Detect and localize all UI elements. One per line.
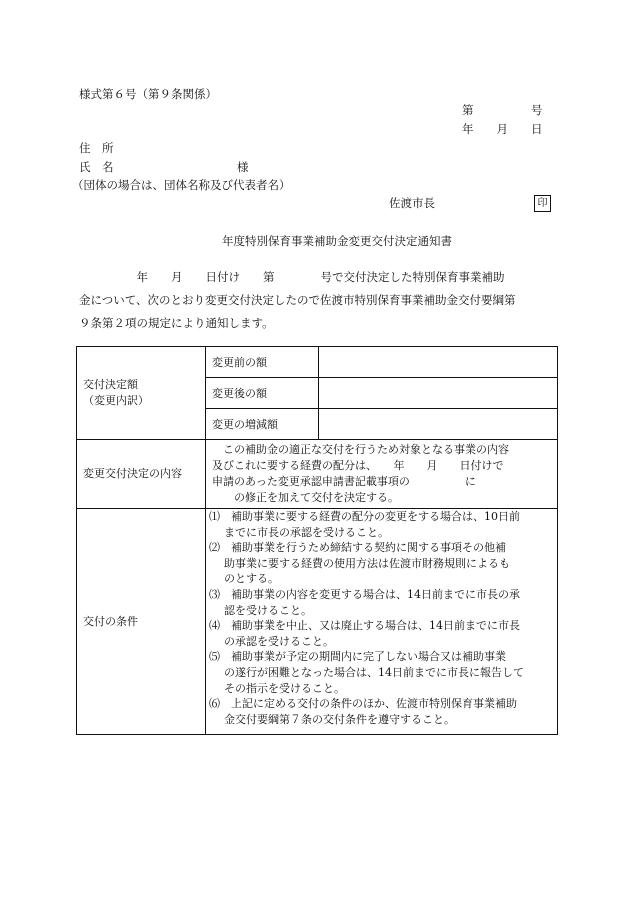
condition-line: 助事業に要する経費の使用方法は佐渡市財務規則によるも [224, 556, 510, 570]
condition-line: ⑷ 補助事業を中止、又は廃止する場合は、14日前までに市長 [209, 619, 520, 633]
issuer-name: 佐渡市長 [389, 196, 435, 210]
after-amount-label: 変更後の額 [206, 378, 319, 409]
decision-line: この補助金の適正な交付を行うため対象となる事業の内容 [212, 443, 509, 456]
condition-item [209, 649, 553, 696]
decision-line: 及びこれに要する経費の配分は、 年 月 日付けで [212, 459, 504, 472]
decision-label: 変更交付決定の内容 [77, 440, 206, 509]
condition-item [209, 618, 553, 649]
amount-label: 交付決定額 [83, 378, 138, 391]
form-reference: 様式第６号（第９条関係） [79, 87, 217, 101]
condition-item [209, 509, 553, 540]
intro-line: 年 月 日付け 第 号で交付決定した特別保育事業補助 [79, 270, 505, 284]
amount-sublabel: （変更内訳） [83, 394, 149, 407]
honorific: 様 [237, 160, 249, 174]
condition-line: ⑴ 補助事業に要する経費の配分の変更をする場合は、10日前 [209, 510, 520, 523]
address-label: 住 所 [79, 141, 114, 155]
decision-line: の修正を加えて交付を決定する。 [212, 491, 399, 504]
condition-item [209, 587, 553, 618]
conditions-content [206, 509, 558, 735]
intro-paragraph [79, 266, 557, 335]
intro-line: 金について、次のとおり変更交付決定したので佐渡市特別保育事業補助金交付要綱第 [79, 293, 516, 307]
condition-line: ⑶ 補助事業の内容を変更する場合は、14日前までに市長の承 [209, 587, 520, 601]
decision-line: 申請のあった変更承認申請書記載事項の に [212, 475, 476, 488]
amount-label-cell [77, 347, 206, 440]
condition-line: までに市長の承認を受けること。 [224, 525, 389, 539]
after-amount-field[interactable] [319, 378, 558, 409]
condition-line: のとする。 [224, 572, 279, 586]
before-amount-label: 変更前の額 [206, 347, 319, 378]
condition-line: ⑸ 補助事業が予定の期間内に完了しない場合又は補助事業 [209, 650, 506, 664]
intro-line: ９条第２項の規定により通知します。 [79, 316, 274, 330]
decision-content [206, 440, 558, 509]
document-date: 年 月 日 [462, 122, 543, 136]
document-number: 第 号 [462, 103, 543, 117]
condition-line: ⑵ 補助事業を行うため締結する契約に関する事項その他補 [209, 541, 506, 555]
condition-line: の遂行が困難となった場合は、14日前までに市長に報告して [224, 665, 524, 679]
before-amount-field[interactable] [319, 347, 558, 378]
name-label: 氏 名 [79, 160, 114, 174]
condition-line: の承認を受けること。 [224, 634, 334, 648]
conditions-label: 交付の条件 [77, 509, 206, 735]
condition-item [209, 696, 553, 727]
condition-line: その指示を受けること。 [224, 681, 345, 695]
condition-line: 認を受けること。 [224, 603, 312, 617]
document-title: 年度特別保育事業補助金変更交付決定通知書 [222, 234, 452, 248]
condition-line: 金交付要綱第７条の交付条件を遵守すること。 [224, 712, 455, 726]
seal-mark: 印 [534, 195, 551, 212]
condition-line: ⑹ 上記に定める交付の条件のほか、佐渡市特別保育事業補助 [209, 697, 517, 711]
decision-table [76, 346, 558, 735]
organization-note: （団体の場合は、団体名称及び代表者名） [72, 178, 291, 192]
condition-item [209, 540, 553, 587]
diff-amount-field[interactable] [319, 409, 558, 440]
diff-amount-label: 変更の増減額 [206, 409, 319, 440]
